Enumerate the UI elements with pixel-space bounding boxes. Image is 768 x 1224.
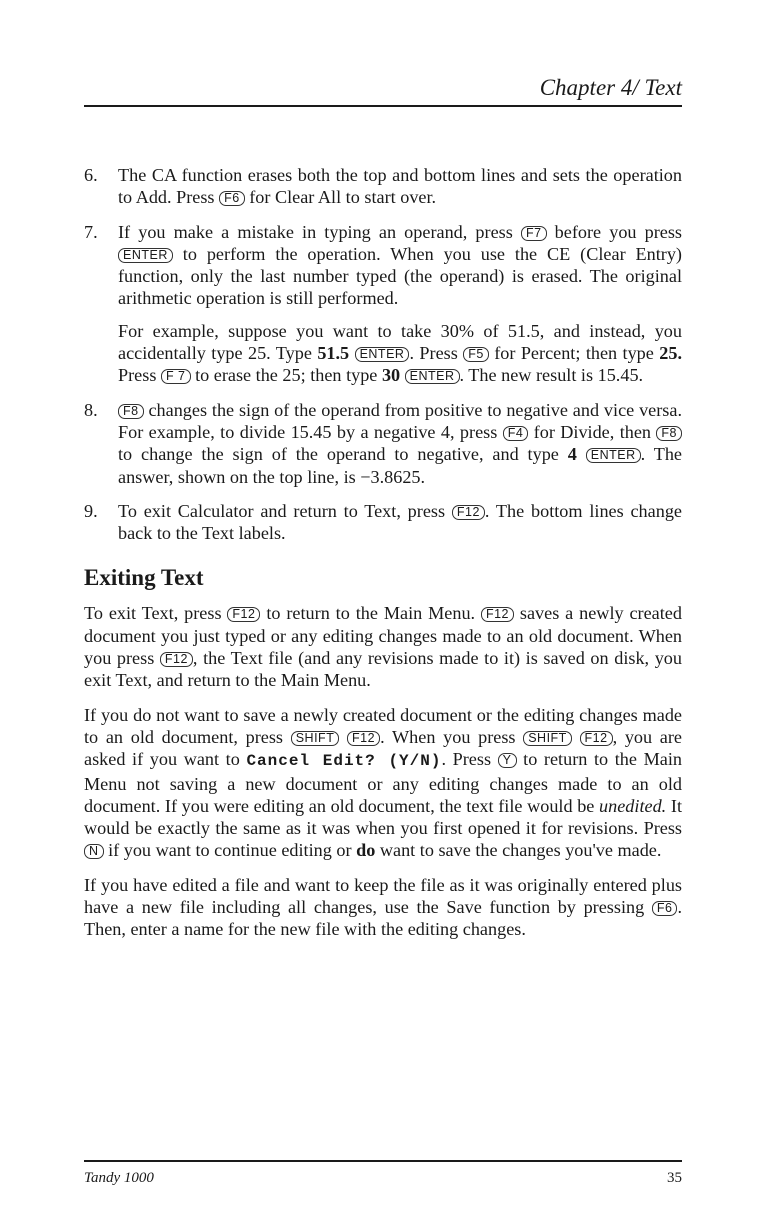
f8-key: F8 (118, 404, 144, 419)
f5-key: F5 (463, 347, 489, 362)
footer-rule (84, 1160, 682, 1162)
exiting-paragraph-3: If you have edited a file and want to keep the file as it was originally entered plus have a new file including all changes, use the Save function by pressing F6 . Then, enter a name for the new file with the editing changes. (84, 874, 682, 940)
enter-key: ENTER (118, 248, 173, 263)
f12-key: F12 (580, 731, 613, 746)
f4-key: F4 (503, 426, 529, 441)
page-content (84, 164, 682, 953)
header-rule (84, 105, 682, 107)
list-item: 7. If you make a mistake in typing an operand, press F7 before you press ENTER to perform the operation. When you use the CE (Clear Entry) function, only the last number typed (the operand) is erased. The original arithmetic operation is still performed. For example, suppose you want to take 30% of 51.5, and instead, you accidentally type 25. Type 51.5 ENTER . Press F5 for Percent; then type 25. Press F 7 to erase the 25; then type 30 ENTER . The new result is 15.45. (84, 221, 683, 386)
section-heading: Exiting Text (84, 565, 204, 591)
footer-title: Tandy 1000 (84, 1170, 154, 1186)
f7-key: F7 (521, 226, 547, 241)
list-item: 6. The CA function erases both the top and bottom lines and sets the operation to Add. Press F6 for Clear All to start over. (84, 165, 682, 208)
exiting-paragraph-1: To exit Text, press F12 to return to the Main Menu. F12 saves a newly created document you just typed or any editing changes made to an old document. When you press F12 , the Text file (and any revisions made to it) is saved on disk, you exit Text, and return to the Main Menu. (84, 603, 682, 691)
f12-key: F12 (160, 652, 193, 667)
step-number: 8. (84, 399, 98, 420)
f8-key: F8 (656, 426, 682, 441)
enter-key: ENTER (405, 369, 460, 384)
shift-key: SHIFT (523, 731, 572, 746)
chapter-header: Chapter 4/ Text (539, 75, 682, 100)
f7-key: F 7 (161, 369, 191, 384)
f12-key: F12 (481, 607, 514, 622)
step-number: 7. (84, 221, 98, 242)
list-item: 8. F8 changes the sign of the operand from positive to negative and vice versa. For example, to divide 15.45 by a negative 4, press F4 for Divide, then F8 to change the sign of the operand to negative, and type 4 ENTER . The answer, shown on the top line, is −3.8625. (84, 399, 682, 487)
step-number: 9. (84, 500, 98, 521)
f6-key: F6 (652, 901, 678, 916)
example-paragraph: For example, suppose you want to take 30% of 51.5, and instead, you accidentally type 25. Type 51.5 ENTER . Press F5 for Percent; then type 25. Press F 7 to erase the 25; then type 30 ENTER . The new result is 15.45. (118, 320, 682, 386)
exiting-paragraph-2: If you do not want to save a newly created document or the editing changes made to an old document, press SHIFT F12 . When you press SHIFT F12 , you are asked if you want to Cancel Edit? (Y/N). Press Y to return to the Main Menu not saving a new document or any editing changes made to an old document. If you were editing an old document, the text file would be unedited. It would be exactly the same as it was when you first opened it for revisions. Press N if you want to continue editing or do want to save the changes you've made. (84, 704, 682, 861)
f12-key: F12 (347, 731, 380, 746)
shift-key: SHIFT (291, 731, 340, 746)
cancel-edit-prompt: Cancel Edit? (Y/N) (246, 752, 442, 771)
list-item: 9. To exit Calculator and return to Text, press F12 . The bottom lines change back to the Text labels. (84, 500, 682, 544)
enter-key: ENTER (586, 448, 641, 463)
f12-key: F12 (452, 505, 485, 520)
calculator-steps-list (84, 164, 682, 544)
enter-key: ENTER (355, 347, 410, 362)
page-number: 35 (667, 1170, 682, 1186)
f6-key: F6 (219, 191, 245, 206)
n-key: N (84, 844, 104, 859)
f12-key: F12 (227, 607, 260, 622)
y-key: Y (498, 753, 517, 768)
step-number: 6. (84, 165, 98, 185)
